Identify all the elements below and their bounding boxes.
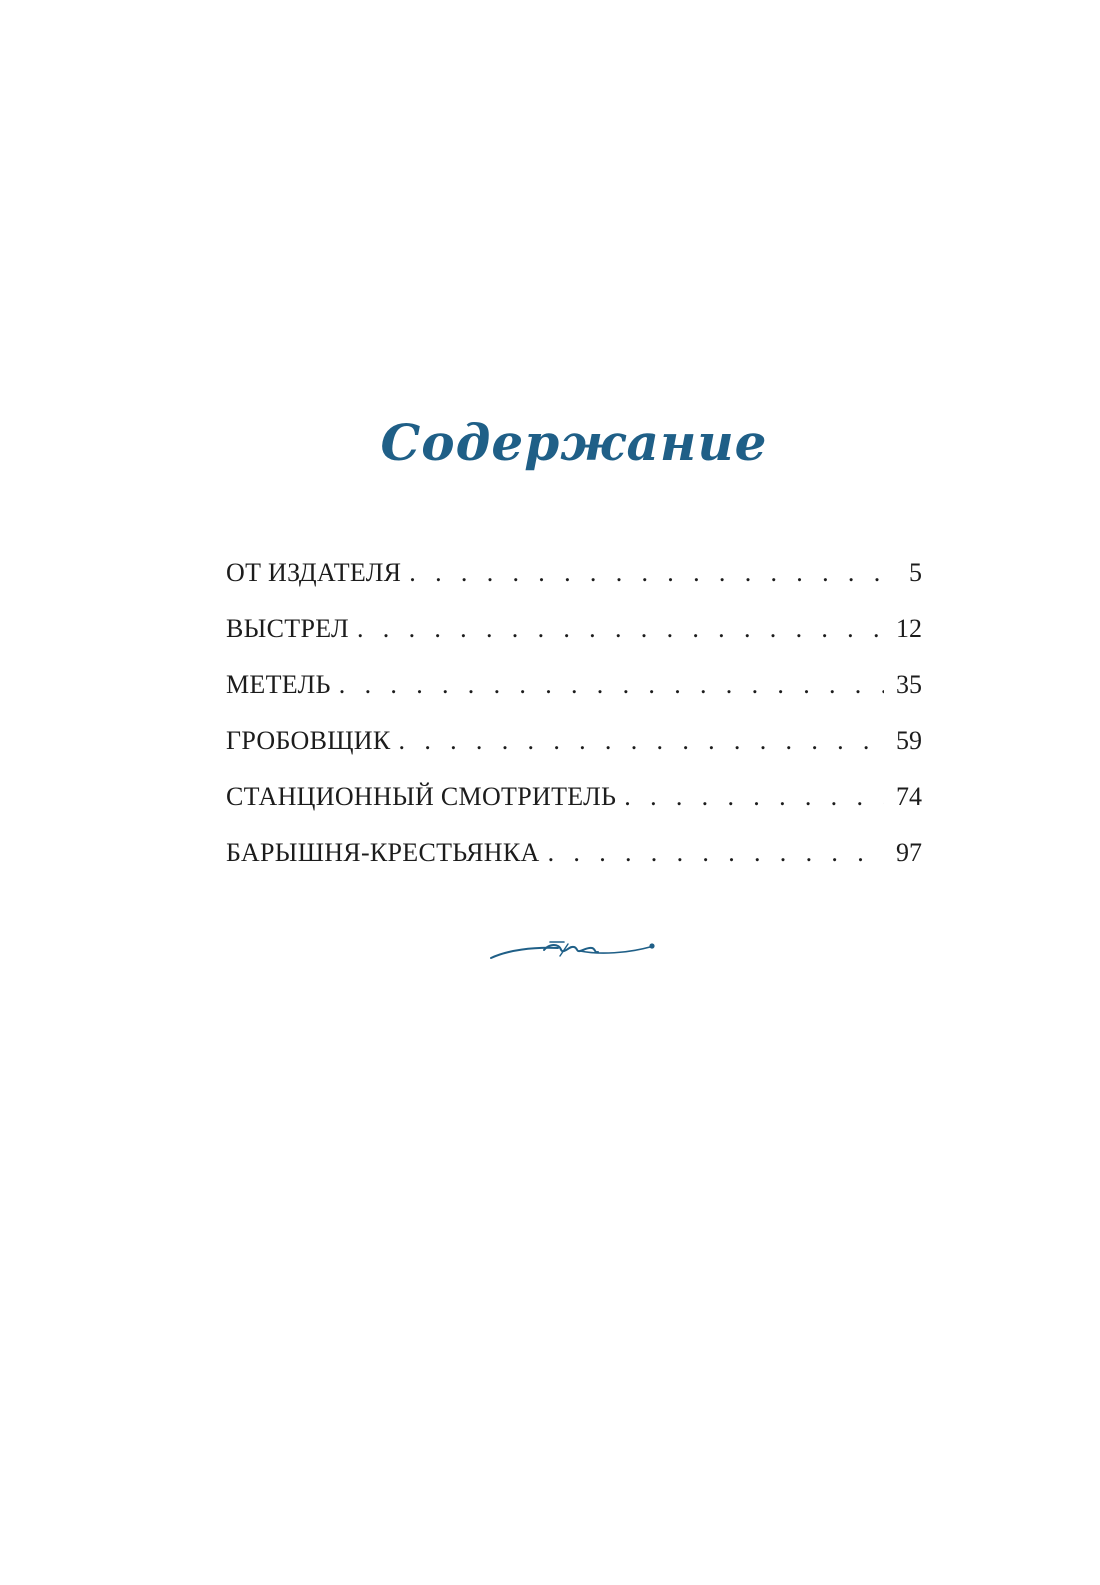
toc-entry[interactable] [226,782,922,838]
flourish-ornament-icon [488,936,658,964]
toc-entry[interactable] [226,726,922,782]
toc-entry-page: 74 [896,782,922,811]
toc-dot-leader [409,558,884,588]
toc-entry-title: ВЫСТРЕЛ [226,614,349,643]
toc-dot-leader [357,614,884,644]
page-title: Содержание [380,413,768,472]
table-of-contents [226,558,922,894]
toc-entry-title: МЕТЕЛЬ [226,670,331,699]
toc-entry-title: БАРЫШНЯ-КРЕСТЬЯНКА [226,838,540,867]
toc-dot-leader [624,782,884,812]
toc-dot-leader [548,838,884,868]
toc-entry-page: 97 [896,838,922,867]
toc-entry[interactable] [226,838,922,894]
toc-entry[interactable] [226,670,922,726]
toc-entry-title: СТАНЦИОННЫЙ СМОТРИТЕЛЬ [226,782,617,811]
toc-entry-title: ГРОБОВЩИК [226,726,391,755]
toc-entry-page: 35 [896,670,922,699]
toc-entry-page: 12 [896,614,922,643]
toc-dot-leader [399,726,884,756]
toc-entry-page: 5 [909,558,922,587]
toc-entry-page: 59 [896,726,922,755]
toc-entry-title: ОТ ИЗДАТЕЛЯ [226,558,402,587]
toc-dot-leader [339,670,884,700]
toc-entry[interactable] [226,558,922,614]
toc-entry[interactable] [226,614,922,670]
